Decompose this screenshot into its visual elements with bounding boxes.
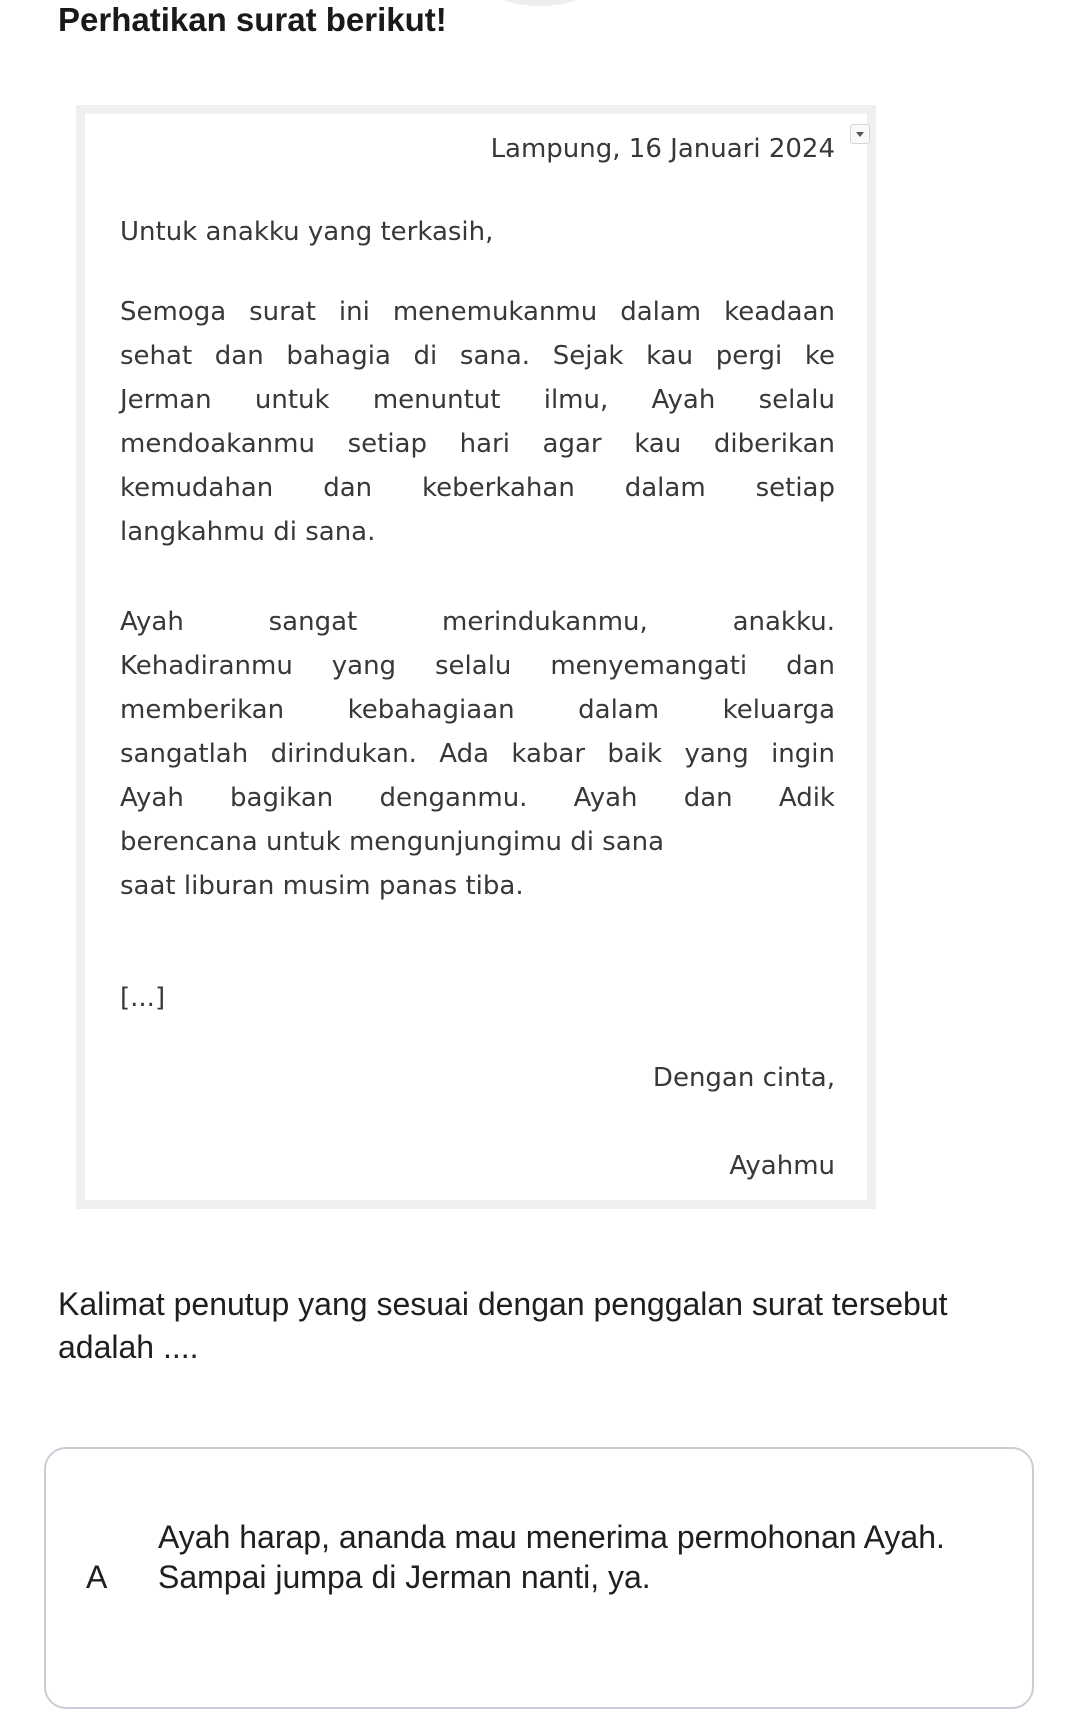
letter-closing: Dengan cinta,: [652, 1063, 835, 1093]
paragraph-1-line: mendoakanmu setiap hari agar kau diberikan: [120, 429, 835, 459]
instruction-text: Perhatikan surat berikut!: [58, 1, 447, 38]
option-text: Ayah harap, ananda mau menerima permohonan Ayah. Sampai jumpa di Jerman nanti, ya.: [158, 1519, 945, 1595]
letter-date: Lampung, 16 Januari 2024: [490, 134, 835, 164]
paragraph-1-line: Jerman untuk menuntut ilmu, Ayah selalu: [120, 385, 835, 415]
letter-paragraph-1: [120, 290, 835, 554]
answer-option-a[interactable]: [44, 1447, 1034, 1709]
paragraph-2-line: Ayah bagikan denganmu. Ayah dan Adik: [120, 783, 835, 813]
paragraph-2-line: Kehadiranmu yang selalu menyemangati dan: [120, 651, 835, 681]
top-divider-shape: [500, 0, 580, 6]
paragraph-1-line: kemudahan dan keberkahan dalam setiap: [120, 473, 835, 503]
question-text: Kalimat penutup yang sesuai dengan penggalan surat tersebut adalah ....: [58, 1286, 948, 1365]
paragraph-2-line: memberikan kebahagiaan dalam keluarga: [120, 695, 835, 725]
paragraph-2-line: Ayah sangat merindukanmu, anakku.: [120, 607, 835, 637]
letter-card: [76, 105, 876, 1209]
paragraph-2-line: sangatlah dirindukan. Ada kabar baik yang ingin: [120, 739, 835, 769]
letter-greeting: Untuk anakku yang terkasih,: [120, 217, 494, 247]
letter-ellipsis: [...]: [120, 983, 166, 1013]
paragraph-1-line: Semoga surat ini menemukanmu dalam keadaan: [120, 297, 835, 327]
paragraph-2-line: saat liburan musim panas tiba.: [120, 871, 524, 901]
letter-signature: Ayahmu: [729, 1151, 835, 1181]
paragraph-1-line: langkahmu di sana.: [120, 517, 376, 547]
paragraph-2-line: berencana untuk mengunjungimu di sana: [120, 827, 665, 857]
option-letter: A: [86, 1559, 108, 1595]
letter-paragraph-2: [120, 600, 835, 908]
paragraph-1-line: sehat dan bahagia di sana. Sejak kau pergi ke: [120, 341, 835, 371]
chevron-down-icon[interactable]: [850, 124, 870, 144]
